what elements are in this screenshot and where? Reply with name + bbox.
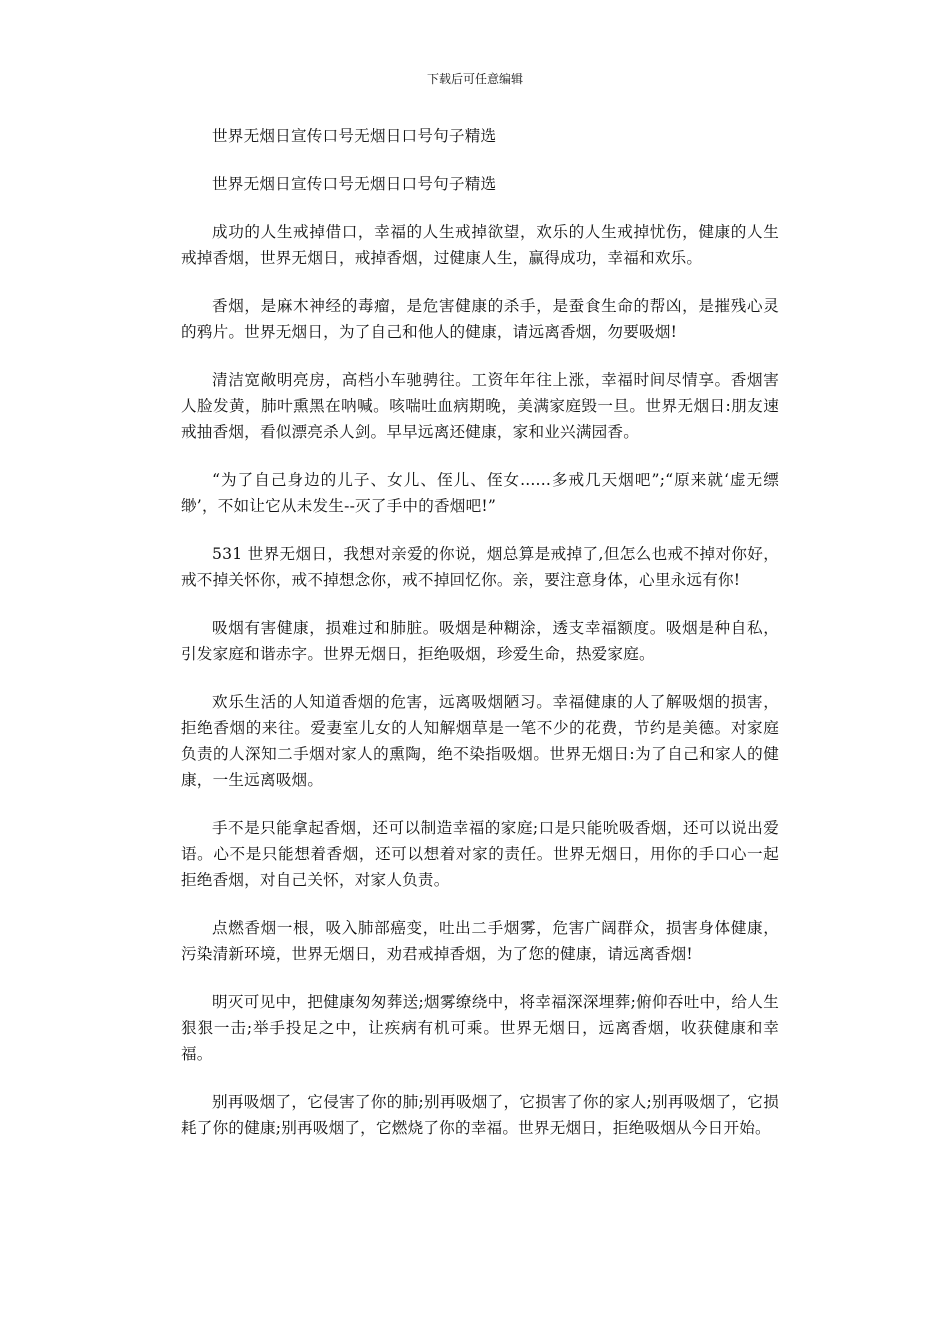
- document-body: [181, 123, 779, 1163]
- doc-subtitle: 世界无烟日宣传口号无烟日口号句子精选: [212, 175, 497, 193]
- paragraph: 531 世界无烟日，我想对亲爱的你说，烟总算是戒掉了,但怎么也戒不掉对你好，戒不掉关怀你，戒不掉想念你，戒不掉回忆你。亲，要注意身体，心里永远有你!: [181, 545, 779, 589]
- doc-title: 世界无烟日宣传口号无烟日口号句子精选: [212, 127, 497, 145]
- paragraph: 成功的人生戒掉借口，幸福的人生戒掉欲望，欢乐的人生戒掉忧伤，健康的人生戒掉香烟，世界无烟日，戒掉香烟，过健康人生，赢得成功，幸福和欢乐。: [181, 223, 779, 267]
- paragraph: 别再吸烟了，它侵害了你的肺;别再吸烟了，它损害了你的家人;别再吸烟了，它损耗了你的健康;别再吸烟了，它燃烧了你的幸福。世界无烟日，拒绝吸烟从今日开始。: [181, 1093, 779, 1137]
- paragraph: 明灭可见中，把健康匆匆葬送;烟雾缭绕中，将幸福深深埋葬;俯仰吞吐中，给人生狠狠一击;举手投足之中，让疾病有机可乘。世界无烟日，远离香烟，收获健康和幸福。: [181, 993, 779, 1063]
- paragraph: 香烟，是麻木神经的毒瘤，是危害健康的杀手，是蚕食生命的帮凶，是摧残心灵的鸦片。世界无烟日，为了自己和他人的健康，请远离香烟，勿要吸烟!: [181, 297, 779, 341]
- paragraph: 欢乐生活的人知道香烟的危害，远离吸烟陋习。幸福健康的人了解吸烟的损害，拒绝香烟的来往。爱妻室儿女的人知解烟草是一笔不少的花费，节约是美德。对家庭负责的人深知二手烟对家人的熏陶，绝不染指吸烟。世界无烟日:为了自己和家人的健康，一生远离吸烟。: [181, 693, 779, 789]
- header-note: 下载后可任意编辑: [426, 72, 523, 86]
- paragraph: 点燃香烟一根，吸入肺部癌变，吐出二手烟雾，危害广阔群众，损害身体健康，污染清新环境，世界无烟日，劝君戒掉香烟，为了您的健康，请远离香烟!: [181, 919, 779, 963]
- paragraph: “为了自己身边的儿子、女儿、侄儿、侄女......多戒几天烟吧”;“原来就‘虚无缥缈’，不如让它从未发生--灭了手中的香烟吧!”: [181, 471, 779, 515]
- paragraph: 手不是只能拿起香烟，还可以制造幸福的家庭;口是只能吮吸香烟，还可以说出爱语。心不是只能想着香烟，还可以想着对家的责任。世界无烟日，用你的手口心一起拒绝香烟，对自己关怀，对家人负责。: [181, 819, 779, 889]
- paragraph: 吸烟有害健康，损难过和肺脏。吸烟是种糊涂，透支幸福额度。吸烟是种自私，引发家庭和谐赤字。世界无烟日，拒绝吸烟，珍爱生命，热爱家庭。: [181, 619, 779, 663]
- paragraph: 清洁宽敞明亮房，高档小车驰骋往。工资年年往上涨，幸福时间尽情享。香烟害人脸发黄，肺叶熏黑在呐喊。咳喘吐血病期晚，美满家庭毁一旦。世界无烟日:朋友速戒抽香烟，看似漂亮杀人剑。早早远离还健康，家和业兴满园香。: [181, 371, 779, 441]
